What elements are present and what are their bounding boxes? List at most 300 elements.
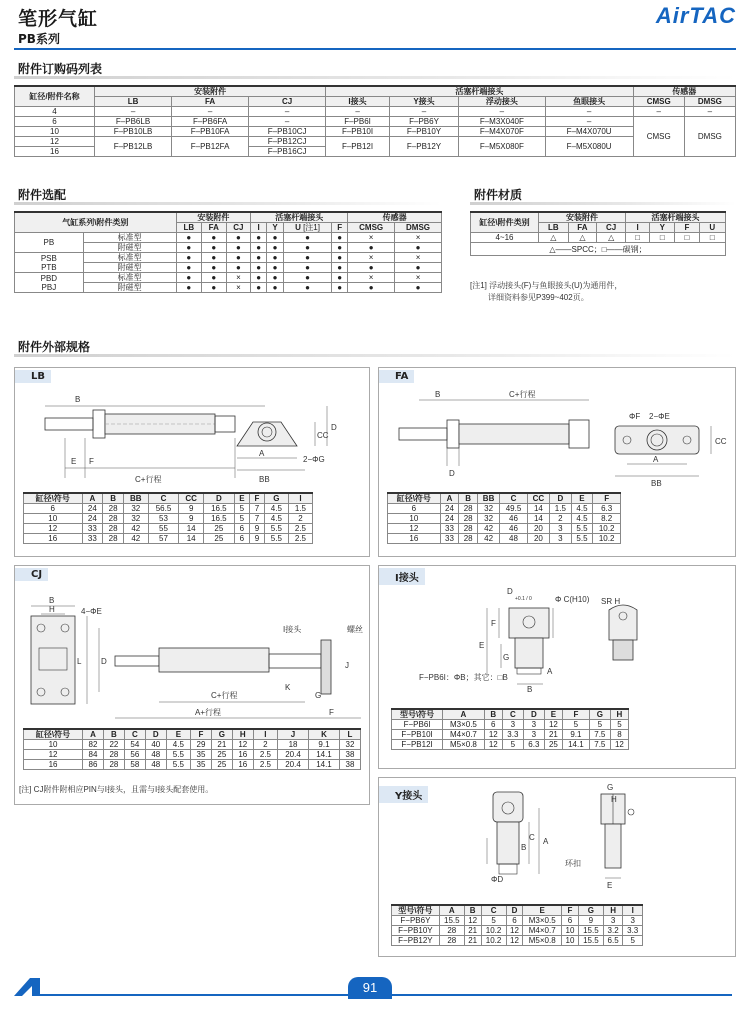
table-cell: 42 — [123, 534, 148, 544]
table-cell: M3×0.5 — [443, 720, 485, 730]
dim-label: G — [315, 691, 322, 700]
table-cell: ● — [251, 233, 267, 243]
table-row — [24, 740, 361, 750]
table-cell: 6 — [388, 504, 441, 514]
table-row — [15, 117, 736, 127]
col-header: LB — [95, 97, 172, 107]
table-cell: 16.5 — [204, 514, 235, 524]
brand-logo: AirTAC — [655, 3, 736, 28]
table-cell: 20 — [527, 524, 549, 534]
table-cell: ● — [267, 283, 284, 293]
table-cell: F–PB6Y — [389, 117, 458, 127]
table-cell: □ — [650, 233, 675, 243]
table-cell: ● — [395, 283, 442, 293]
lb-panel — [14, 367, 370, 557]
col-header: I — [253, 729, 277, 740]
table-cell: 57 — [148, 534, 179, 544]
fa-panel — [378, 367, 736, 557]
table-cell: 4.5 — [571, 514, 593, 524]
table-cell: ● — [283, 263, 331, 273]
dim-label: E — [607, 881, 613, 890]
table-cell: CMSG — [633, 117, 684, 157]
table-cell: 12 — [610, 740, 628, 750]
col-header: L — [339, 729, 360, 740]
table-cell: 5 — [481, 916, 506, 926]
table-cell: ● — [348, 243, 395, 253]
table-cell: 6.5 — [603, 936, 623, 946]
table-cell: 14 — [527, 504, 549, 514]
table-cell: 5.5 — [264, 524, 288, 534]
col-header: H — [232, 729, 253, 740]
table-cell: F−PB6I — [392, 720, 443, 730]
table-cell: 6 — [234, 524, 249, 534]
table-cell: 2.5 — [253, 750, 277, 760]
col-header: G — [211, 729, 232, 740]
table-cell: 3.3 — [623, 926, 643, 936]
col-header: 型号\符号 — [392, 905, 440, 916]
table-cell: 46 — [500, 514, 528, 524]
table-cell: × — [395, 273, 442, 283]
table-cell: F–M4X070F — [459, 127, 545, 137]
table-cell: 6 — [506, 916, 523, 926]
col-header: I — [251, 223, 267, 233]
col-header: FA — [201, 223, 226, 233]
dim-label: A — [259, 449, 265, 458]
dim-label: 环扣 — [565, 859, 581, 868]
table-row — [388, 504, 621, 514]
table-cell: 4.5 — [571, 504, 593, 514]
table-cell: ● — [251, 283, 267, 293]
table-cell: 24 — [440, 514, 459, 524]
table-cell: ● — [176, 243, 201, 253]
table-cell: 38 — [339, 760, 360, 770]
col-header: CJ — [597, 223, 626, 233]
table-cell: 42 — [477, 534, 499, 544]
col-header: F — [593, 493, 621, 504]
table-cell: 16.5 — [204, 504, 235, 514]
dim-label: B — [527, 685, 533, 694]
row-label: 4~16 — [471, 233, 539, 243]
dim-label: CC — [715, 437, 727, 446]
table-cell: 48 — [145, 760, 166, 770]
table-cell: 42 — [123, 524, 148, 534]
col-header: Y接头 — [389, 97, 458, 107]
col-header: K — [309, 729, 340, 740]
col-header: I — [288, 493, 312, 504]
col-header: D — [204, 493, 235, 504]
table-cell: F–PB12FA — [172, 137, 249, 157]
col-header: G — [589, 709, 610, 720]
dim-label: F — [89, 457, 94, 466]
col-header: F — [562, 905, 579, 916]
group-header: 传感器 — [633, 86, 735, 97]
series-name: PBJ — [41, 282, 57, 292]
dim-label: H — [49, 605, 55, 614]
col-header: F — [191, 729, 212, 740]
group-header: 活塞杆端接头 — [626, 212, 726, 223]
table-cell: 3 — [603, 916, 623, 926]
col-header: E — [571, 493, 593, 504]
table-cell: 86 — [83, 760, 104, 770]
table-cell: ● — [176, 263, 201, 273]
dim-label: G — [607, 783, 614, 792]
table-row — [392, 740, 629, 750]
i-joint-dim-table — [391, 708, 629, 750]
series-label — [15, 233, 84, 253]
col-header: F — [675, 223, 699, 233]
table-cell: 42 — [477, 524, 499, 534]
table-cell: 28 — [103, 760, 124, 770]
table-cell: ● — [332, 253, 348, 263]
dim-label: C — [529, 833, 535, 842]
table-cell: 24 — [440, 504, 459, 514]
table-cell: ● — [251, 263, 267, 273]
col-header: LB — [176, 223, 201, 233]
fa-dim-table — [387, 492, 621, 544]
table-cell: 12 — [24, 524, 83, 534]
table-cell: ● — [226, 253, 251, 263]
table-cell: – — [633, 107, 684, 117]
top-divider — [14, 48, 736, 50]
table-cell: 53 — [148, 514, 179, 524]
table-cell: ● — [176, 233, 201, 243]
table-cell: 9 — [250, 524, 265, 534]
group-header: 安装附件 — [176, 212, 251, 223]
table-cell: ● — [201, 233, 226, 243]
table-cell: F–PB6I — [326, 117, 390, 127]
col-header: I — [623, 905, 643, 916]
table-cell: 7 — [250, 514, 265, 524]
table-cell: F–PB10FA — [172, 127, 249, 137]
dim-label: C+行程 — [509, 390, 536, 399]
table-cell: 32 — [339, 740, 360, 750]
table-cell: 28 — [103, 750, 124, 760]
table-cell: 5.5 — [166, 760, 190, 770]
col-header: F — [332, 223, 348, 233]
table-cell: 3 — [550, 524, 572, 534]
type-label: 标准型 — [83, 233, 176, 243]
i-joint-panel — [378, 565, 736, 769]
table-cell: – — [459, 107, 545, 117]
table-cell: 25 — [211, 760, 232, 770]
table-row — [392, 730, 629, 740]
table-cell: 32 — [123, 504, 148, 514]
table-cell: M3×0.5 — [523, 916, 562, 926]
dim-label: CC — [317, 431, 329, 440]
note-1: [注1] 浮动接头(F)与鱼眼接头(U)为通用件， — [470, 281, 623, 290]
table-cell: 5.5 — [264, 534, 288, 544]
table-cell: 6.3 — [523, 740, 544, 750]
table-cell: 12 — [544, 720, 562, 730]
table-cell: F−PB10Y — [392, 926, 440, 936]
col-header: A — [443, 709, 485, 720]
table-cell: 40 — [145, 740, 166, 750]
col-header — [283, 223, 331, 233]
table-row — [15, 273, 442, 283]
dim-label: D — [101, 657, 107, 666]
col-header: 缸径\符号 — [388, 493, 441, 504]
table-cell: 6 — [484, 720, 502, 730]
table-cell: 21 — [544, 730, 562, 740]
table-cell: 5 — [589, 720, 610, 730]
table-cell: ● — [332, 273, 348, 283]
table-cell: 7 — [250, 504, 265, 514]
table-cell: ● — [201, 283, 226, 293]
table-cell: 10 — [15, 127, 95, 137]
table-cell: F–PB16CJ — [249, 147, 326, 157]
table-cell: 6 — [24, 504, 83, 514]
table-cell: 32 — [123, 514, 148, 524]
col-header: U — [699, 223, 725, 233]
table-cell: △ — [539, 233, 569, 243]
dim-label: L — [77, 657, 82, 666]
table-cell: 5 — [623, 936, 643, 946]
table-row — [392, 936, 643, 946]
table-cell: 1.5 — [550, 504, 572, 514]
table-cell: 28 — [103, 534, 124, 544]
col-header: C — [481, 905, 506, 916]
table-cell: – — [545, 107, 633, 117]
table-cell: 28 — [459, 534, 478, 544]
table-cell: 1.5 — [288, 504, 312, 514]
table-cell: 14 — [527, 514, 549, 524]
table-cell: ● — [395, 243, 442, 253]
table-cell: – — [249, 117, 326, 127]
y-joint-drawing — [379, 778, 737, 896]
table-cell: 5.5 — [571, 534, 593, 544]
table-cell: 10 — [24, 514, 83, 524]
table-corner: 缸径\附件类别 — [471, 212, 539, 233]
table-cell: 46 — [500, 524, 528, 534]
col-header: 鱼眼接头 — [545, 97, 633, 107]
table-cell: 2.5 — [253, 760, 277, 770]
table-cell: F–PB12I — [326, 137, 390, 157]
col-header: F — [563, 709, 590, 720]
table-cell: 56.5 — [148, 504, 179, 514]
col-header: A — [83, 729, 104, 740]
cj-note: [注] CJ附件附相应PIN与I接头，且需与I接头配套使用。 — [19, 785, 214, 794]
dim-label: B — [435, 390, 441, 399]
table-cell: 28 — [103, 524, 124, 534]
table-cell: 28 — [459, 514, 478, 524]
col-header: E — [234, 493, 249, 504]
dim-label: 4−ΦE — [81, 607, 102, 616]
table-cell: 6 — [234, 534, 249, 544]
table-cell: × — [226, 273, 251, 283]
table-cell: 6.3 — [593, 504, 621, 514]
dim-label: J — [345, 661, 349, 670]
section-title-order-codes: 附件订购码列表 — [18, 62, 103, 76]
panel-tag: CJ — [15, 568, 48, 581]
table-cell: 4.5 — [166, 740, 190, 750]
group-header: 传感器 — [348, 212, 442, 223]
col-header: E — [544, 709, 562, 720]
dim-label: A — [653, 455, 659, 464]
table-cell: ● — [332, 233, 348, 243]
dim-label: ΦF — [629, 412, 641, 421]
table-cell: – — [249, 107, 326, 117]
col-header: C — [124, 729, 145, 740]
series-name: PTB — [41, 262, 57, 272]
table-cell: 9 — [179, 504, 204, 514]
dim-label: I接头 — [283, 625, 302, 634]
dim-label: D — [331, 423, 337, 432]
dim-label: +0.1 / 0 — [515, 596, 532, 602]
col-header: CJ — [249, 97, 326, 107]
col-header: I — [626, 223, 650, 233]
table-cell: 48 — [145, 750, 166, 760]
table-cell: F–PB12CJ — [249, 137, 326, 147]
col-header: G — [264, 493, 288, 504]
dim-label: 螺丝 — [347, 625, 363, 634]
table-cell: 35 — [191, 760, 212, 770]
section-title-options: 附件选配 — [18, 188, 67, 202]
table-cell: ● — [251, 253, 267, 263]
col-header: CC — [527, 493, 549, 504]
table-row — [15, 233, 442, 243]
table-cell: 4.5 — [264, 504, 288, 514]
col-header: D — [506, 905, 523, 916]
section-rule — [14, 202, 442, 205]
materials-table — [470, 211, 726, 256]
dim-label: H — [611, 795, 617, 804]
table-row — [15, 127, 736, 137]
page-number: 91 — [348, 977, 392, 999]
table-cell: ● — [201, 263, 226, 273]
table-cell: F–PB12LB — [95, 137, 172, 157]
table-cell: ● — [283, 273, 331, 283]
panel-tag: Y接头 — [379, 786, 428, 803]
table-cell: ● — [267, 263, 284, 273]
type-label: 附磁型 — [83, 283, 176, 293]
table-row — [24, 524, 313, 534]
fa-drawing — [379, 386, 737, 498]
table-cell: ● — [176, 273, 201, 283]
table-cell: – — [684, 107, 735, 117]
series-name: PBD — [40, 273, 58, 283]
table-cell: 12 — [388, 524, 441, 534]
table-cell: 5 — [234, 504, 249, 514]
table-cell: 9 — [179, 514, 204, 524]
col-header: H — [610, 709, 628, 720]
material-legend: △——SPCC；□——碳钢； — [471, 243, 726, 256]
table-cell: – — [95, 107, 172, 117]
col-header: G — [578, 905, 603, 916]
col-header: E — [523, 905, 562, 916]
dim-label: C+行程 — [211, 691, 238, 700]
table-cell: 25 — [204, 534, 235, 544]
table-cell: 20 — [527, 534, 549, 544]
table-cell: 3.3 — [502, 730, 523, 740]
col-header: CMSG — [348, 223, 395, 233]
col-header: CMSG — [633, 97, 684, 107]
dim-label: C+行程 — [135, 475, 162, 484]
table-cell: F−PB12I — [392, 740, 443, 750]
table-cell: △ — [568, 233, 597, 243]
table-cell: 33 — [440, 534, 459, 544]
table-cell: 38 — [339, 750, 360, 760]
dim-label: B — [521, 843, 527, 852]
table-cell: 16 — [15, 147, 95, 157]
dim-label: Φ C(H10) — [555, 595, 590, 604]
section-title-dimensions: 附件外部规格 — [18, 340, 91, 354]
table-cell: 10.2 — [481, 926, 506, 936]
type-label: 标准型 — [83, 273, 176, 283]
table-cell: × — [395, 253, 442, 263]
table-cell: ● — [201, 243, 226, 253]
dim-label: F — [491, 619, 496, 628]
table-cell: F–M4X070U — [545, 127, 633, 137]
table-cell: 24 — [82, 514, 103, 524]
col-header: D — [550, 493, 572, 504]
table-cell: ● — [332, 243, 348, 253]
table-cell: F−PB12Y — [392, 936, 440, 946]
col-header: B — [459, 493, 478, 504]
col-header: B — [103, 729, 124, 740]
table-row — [24, 514, 313, 524]
table-cell: F–M5X080U — [545, 137, 633, 157]
table-row — [392, 916, 643, 926]
col-header: BB — [477, 493, 499, 504]
page-title: 笔形气缸 — [18, 8, 99, 30]
dim-label: B — [49, 596, 55, 605]
table-cell: ● — [226, 263, 251, 273]
table-cell: 2 — [288, 514, 312, 524]
table-cell: 2.5 — [288, 534, 312, 544]
table-cell: × — [395, 233, 442, 243]
table-cell: ● — [226, 243, 251, 253]
series-label — [15, 253, 84, 273]
panel-tag: FA — [379, 370, 414, 383]
table-cell: ● — [251, 243, 267, 253]
col-header: J — [278, 729, 309, 740]
table-cell: 14.1 — [309, 750, 340, 760]
panel-tag: LB — [15, 370, 51, 383]
table-cell: 14.1 — [309, 760, 340, 770]
group-header: 安装附件 — [95, 86, 326, 97]
series-title: PB系列 — [18, 32, 60, 46]
table-cell: 3 — [550, 534, 572, 544]
table-cell: F–PB10I — [326, 127, 390, 137]
table-cell: 55 — [148, 524, 179, 534]
table-cell: 2.5 — [288, 524, 312, 534]
table-cell: 16 — [232, 760, 253, 770]
dim-label: D — [507, 587, 513, 596]
table-cell: △ — [597, 233, 626, 243]
dim-label: A — [543, 837, 549, 846]
table-cell: M5×0.8 — [443, 740, 485, 750]
table-cell: ● — [267, 233, 284, 243]
table-cell: – — [326, 107, 390, 117]
dim-label: D — [449, 469, 455, 478]
table-cell: 33 — [440, 524, 459, 534]
table-row — [388, 514, 621, 524]
table-cell: 84 — [83, 750, 104, 760]
table-cell: 6 — [15, 117, 95, 127]
col-header: A — [439, 905, 464, 916]
table-cell: 5 — [610, 720, 628, 730]
table-cell: 14 — [179, 524, 204, 534]
table-cell: 6 — [562, 916, 579, 926]
note-ref: [注1] — [303, 223, 320, 232]
col-header: FA — [568, 223, 597, 233]
col-header: B — [464, 905, 481, 916]
table-cell: × — [348, 233, 395, 243]
col-header: CJ — [226, 223, 251, 233]
table-cell: 10 — [24, 740, 83, 750]
table-cell: 21 — [464, 926, 481, 936]
table-cell: 82 — [83, 740, 104, 750]
